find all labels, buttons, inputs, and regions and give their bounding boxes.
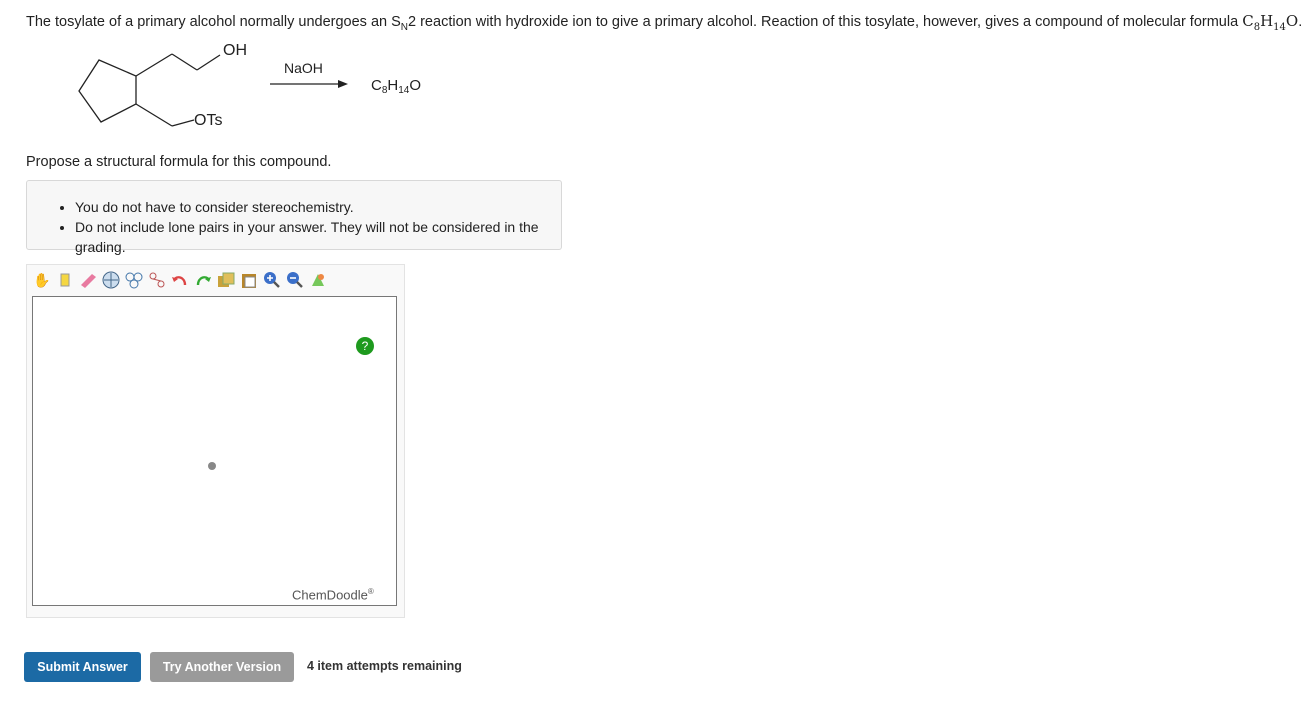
question-text	[26, 12, 1302, 33]
zoom-out-icon[interactable]	[284, 269, 306, 291]
propose-prompt: Propose a structural formula for this compound.	[26, 154, 332, 170]
undo-icon[interactable]	[169, 269, 191, 291]
chemdoodle-brand	[292, 587, 374, 602]
question-part1: The tosylate of a primary alcohol normally undergoes an S	[26, 14, 401, 30]
hand-icon[interactable]: ✋	[33, 271, 51, 288]
reagent-label: NaOH	[284, 60, 323, 76]
formula-o: O	[1285, 12, 1299, 30]
lasso-icon[interactable]	[54, 269, 76, 291]
question-part2: 2 reaction with hydroxide ion to give a primary alcohol. Reaction of this tosylate, however, gives a compound of molecular formula	[408, 14, 1243, 30]
formula-c: C	[1242, 12, 1254, 30]
zoom-in-icon[interactable]	[261, 269, 283, 291]
ots-label: OTs	[194, 112, 223, 129]
canvas-center-dot	[208, 462, 216, 470]
brand-text: ChemDoodle	[292, 587, 368, 603]
product-c: C	[371, 77, 382, 94]
oh-label: OH	[223, 42, 247, 59]
help-icon[interactable]: ?	[356, 337, 374, 355]
redo-icon[interactable]	[192, 269, 214, 291]
ring-template-icon[interactable]	[123, 269, 145, 291]
chain-template-icon[interactable]	[146, 269, 168, 291]
reaction-scheme	[60, 38, 480, 138]
chemdoodle-editor	[26, 264, 405, 618]
product-h: H	[387, 77, 399, 94]
toolbar-top	[31, 269, 330, 291]
arrow-head	[338, 80, 348, 88]
question-formula	[1242, 12, 1299, 33]
question-end: .	[1298, 14, 1302, 30]
paste-icon[interactable]	[238, 269, 260, 291]
note-item: • Do not include lone pairs in your answer. They will not be considered in the grading.	[75, 217, 561, 257]
eraser-icon[interactable]	[77, 269, 99, 291]
product-h-sub: 14	[398, 85, 410, 96]
center-icon[interactable]	[100, 269, 122, 291]
brand-mark: ®	[367, 587, 374, 596]
notes-box	[26, 180, 562, 255]
copy-icon[interactable]	[215, 269, 237, 291]
clean-icon[interactable]	[307, 269, 329, 291]
note-item: • You do not have to consider stereochemistry.	[75, 197, 561, 217]
product-c-sub: 8	[381, 85, 388, 96]
drawing-canvas[interactable]	[32, 296, 397, 606]
product-o: O	[409, 77, 422, 94]
sn-subscript: N	[400, 21, 409, 33]
attempts-remaining: 4 item attempts remaining	[307, 659, 462, 673]
try-another-version-button[interactable]: Try Another Version	[150, 652, 294, 682]
formula-h: H	[1260, 12, 1274, 30]
product-formula	[371, 77, 421, 96]
formula-c-sub: 8	[1253, 22, 1261, 33]
formula-h-sub: 14	[1273, 22, 1286, 33]
submit-answer-button[interactable]: Submit Answer	[24, 652, 141, 682]
